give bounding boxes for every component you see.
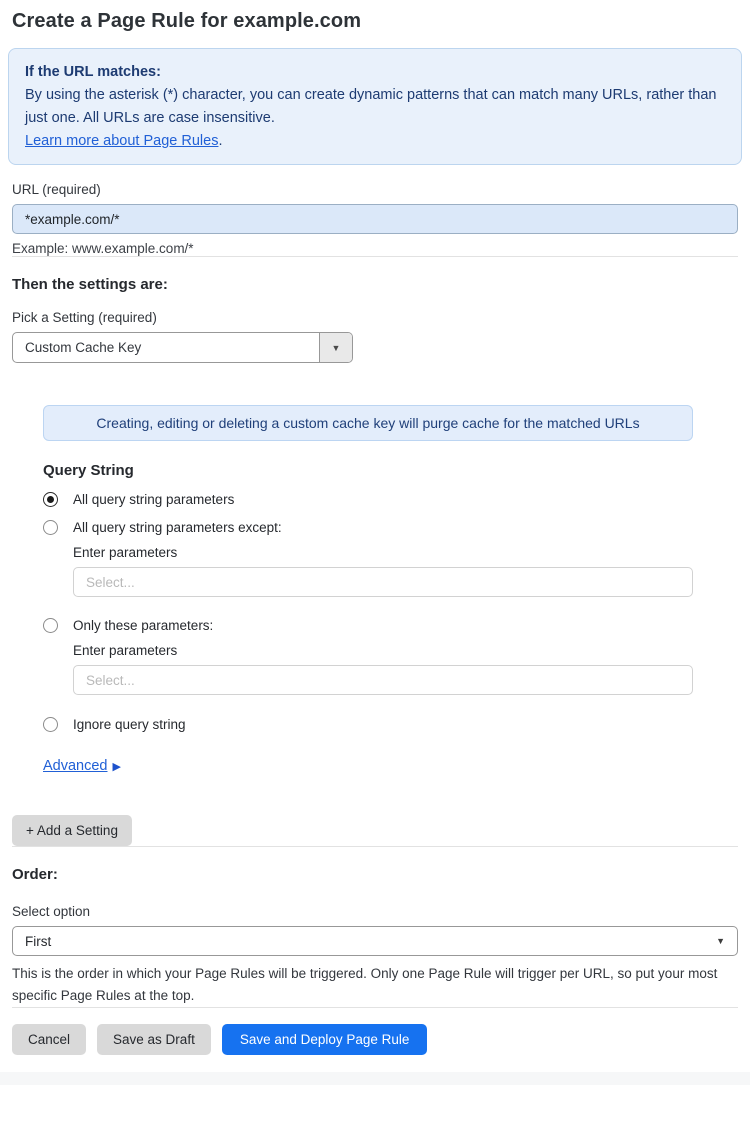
- enter-parameters-label: Enter parameters: [73, 643, 178, 658]
- info-box-body: By using the asterisk (*) character, you can create dynamic patterns that can match many URLs, rather than just one. All URLs are case insensitive.: [25, 87, 717, 126]
- pick-setting-label: Pick a Setting (required): [12, 310, 157, 325]
- radio-option-all-params-except[interactable]: [43, 520, 738, 535]
- add-setting-button[interactable]: + Add a Setting: [12, 815, 132, 846]
- enter-parameters-label: Enter parameters: [73, 545, 178, 560]
- radio-label: Ignore query string: [73, 717, 186, 732]
- caret-right-icon: ▶: [112, 761, 121, 773]
- learn-more-link[interactable]: Learn more about Page Rules: [25, 133, 219, 149]
- save-and-deploy-button[interactable]: Save and Deploy Page Rule: [222, 1024, 428, 1055]
- url-match-info-box: [8, 48, 742, 165]
- query-string-heading: Query String: [43, 462, 134, 479]
- setting-select[interactable]: [12, 332, 353, 363]
- except-parameters-field: [73, 545, 738, 597]
- except-parameters-input[interactable]: [73, 567, 693, 597]
- advanced-line: [43, 758, 738, 774]
- url-input[interactable]: [12, 204, 738, 234]
- radio-button-icon[interactable]: [43, 717, 58, 732]
- settings-heading: Then the settings are:: [12, 276, 168, 293]
- order-select[interactable]: [12, 926, 738, 956]
- info-box-link-line: [25, 130, 725, 153]
- order-select-value: First: [25, 933, 52, 949]
- url-example-text: Example: www.example.com/*: [12, 241, 194, 256]
- radio-label: Only these parameters:: [73, 618, 214, 633]
- radio-button-icon[interactable]: [43, 492, 58, 507]
- radio-label: All query string parameters: [73, 492, 235, 507]
- divider: [12, 1007, 738, 1008]
- info-box-heading: If the URL matches:: [25, 64, 161, 80]
- page-title: Create a Page Rule for example.com: [12, 10, 362, 32]
- order-help-text: This is the order in which your Page Rules will be triggered. Only one Page Rule will trigger per URL, so put your most specific Page Rules at the top.: [12, 966, 718, 1003]
- bottom-strip: [0, 1072, 750, 1085]
- advanced-link[interactable]: Advanced: [43, 758, 108, 774]
- order-heading: Order:: [12, 866, 58, 883]
- radio-button-icon[interactable]: [43, 520, 58, 535]
- footer-buttons: [12, 1024, 738, 1055]
- chevron-down-icon[interactable]: ▼: [319, 333, 352, 362]
- radio-option-ignore-query-string[interactable]: [43, 717, 738, 732]
- order-select-label: Select option: [12, 904, 91, 919]
- only-parameters-input[interactable]: [73, 665, 693, 695]
- divider: [12, 846, 738, 847]
- url-label: URL (required): [12, 182, 101, 197]
- chevron-down-icon: ▼: [716, 936, 725, 946]
- link-suffix: .: [218, 133, 223, 149]
- divider: [12, 256, 738, 257]
- cache-key-notice: Creating, editing or deleting a custom cache key will purge cache for the matched URLs: [43, 405, 693, 441]
- radio-option-only-these-params[interactable]: [43, 618, 738, 633]
- only-parameters-field: [73, 643, 738, 695]
- radio-option-all-query-params[interactable]: [43, 492, 738, 507]
- setting-select-value: Custom Cache Key: [25, 340, 142, 355]
- save-as-draft-button[interactable]: Save as Draft: [97, 1024, 211, 1055]
- radio-label: All query string parameters except:: [73, 520, 282, 535]
- radio-button-icon[interactable]: [43, 618, 58, 633]
- cancel-button[interactable]: Cancel: [12, 1024, 86, 1055]
